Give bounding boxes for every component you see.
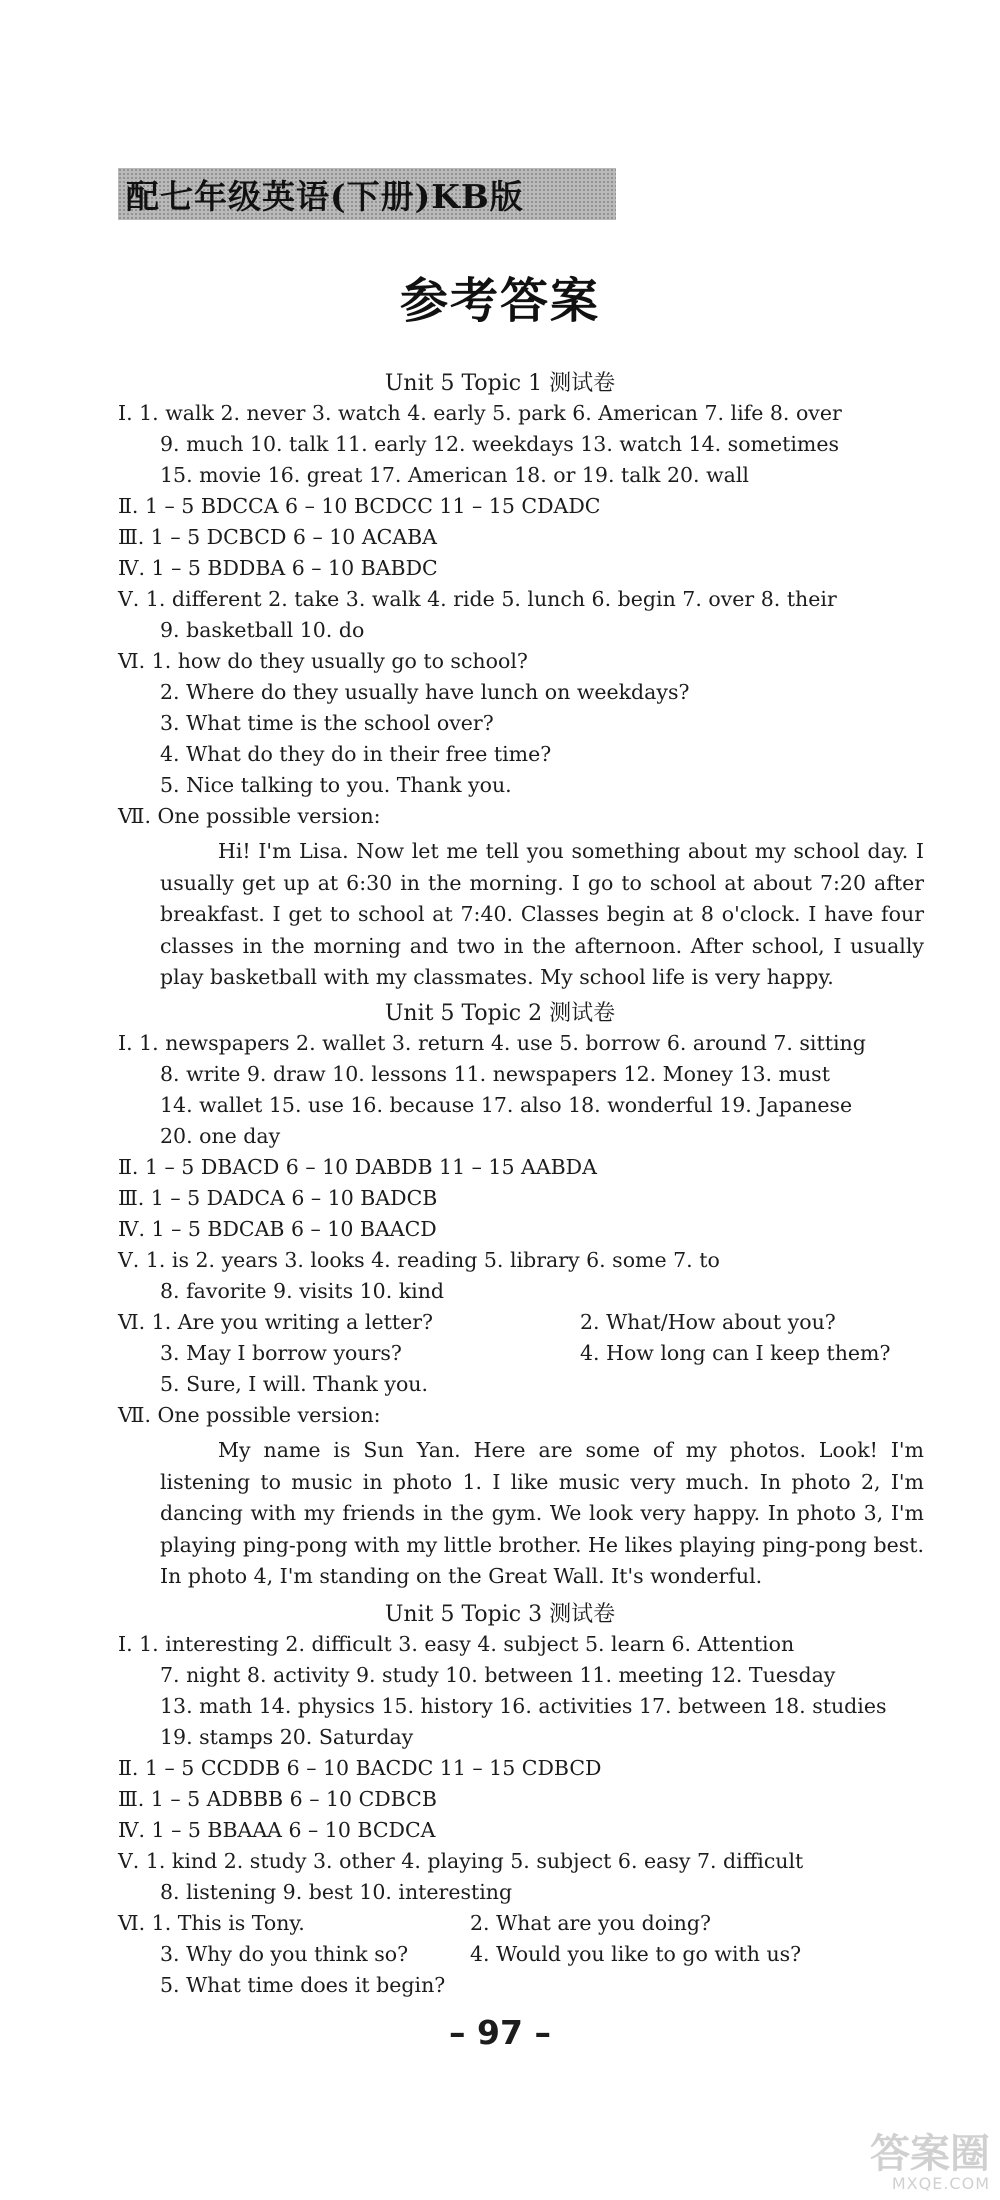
topic-3-heading: Unit 5 Topic 3 测试卷	[384, 1602, 616, 1627]
answer-line: 8. write 9. draw 10. lessons 11. newspapers 12. Money 13. must	[160, 1062, 830, 1086]
page-title: 参考答案	[399, 273, 600, 329]
essay-text: My name is Sun Yan. Here are some of my photos. Look! I'm listening to music in photo 1. I like music very much. In photo 2, I'm dancing with my friends in the gym. We look very happy. In photo 3, I'm playing ping-pong with my little brother. He likes playing ping-pong best. In photo 4, I'm standing on the Great Wall. It's wonderful.	[160, 1438, 924, 1588]
answer-line: 4. How long can I keep them?	[580, 1341, 891, 1365]
answer-line: 19. stamps 20. Saturday	[160, 1725, 414, 1749]
topic-1-heading: Unit 5 Topic 1 测试卷	[384, 371, 616, 396]
answer-line: Ⅱ. 1 – 5 BDCCA 6 – 10 BCDCC 11 – 15 CDADC	[118, 494, 601, 518]
answer-line: Ⅵ. 1. This is Tony.	[118, 1911, 305, 1935]
answer-line: 9. much 10. talk 11. early 12. weekdays 13. watch 14. sometimes	[160, 432, 839, 456]
answer-line: 9. basketball 10. do	[160, 618, 365, 642]
answer-line: 5. Sure, I will. Thank you.	[160, 1372, 429, 1396]
answer-line: 2. Where do they usually have lunch on weekdays?	[160, 680, 690, 704]
answer-line: 5. Nice talking to you. Thank you.	[160, 773, 512, 797]
essay-paragraph	[160, 1435, 924, 1593]
topic-2-heading: Unit 5 Topic 2 测试卷	[384, 1001, 616, 1026]
answer-line: 2. What/How about you?	[580, 1310, 836, 1334]
answer-line: Ⅶ. One possible version:	[118, 1403, 381, 1427]
answer-line: Ⅰ. 1. newspapers 2. wallet 3. return 4. use 5. borrow 6. around 7. sitting	[118, 1031, 866, 1055]
answer-line: 3. Why do you think so?	[160, 1942, 409, 1966]
watermark-url: MXQE.COM	[891, 2174, 990, 2193]
answer-line: 5. What time does it begin?	[160, 1973, 446, 1997]
answer-line: Ⅵ. 1. how do they usually go to school?	[118, 649, 528, 673]
answer-line: Ⅰ. 1. walk 2. never 3. watch 4. early 5. park 6. American 7. life 8. over	[118, 401, 842, 425]
answer-line: 13. math 14. physics 15. history 16. activities 17. between 18. studies	[160, 1694, 887, 1718]
answer-line: Ⅴ. 1. kind 2. study 3. other 4. playing 5. subject 6. easy 7. difficult	[118, 1849, 804, 1873]
answer-line: 15. movie 16. great 17. American 18. or 19. talk 20. wall	[160, 463, 749, 487]
answer-line: Ⅴ. 1. is 2. years 3. looks 4. reading 5. library 6. some 7. to	[118, 1248, 720, 1272]
answer-line: 2. What are you doing?	[470, 1911, 711, 1935]
answer-line: Ⅳ. 1 – 5 BDCAB 6 – 10 BAACD	[118, 1217, 437, 1241]
answer-line: 4. Would you like to go with us?	[470, 1942, 802, 1966]
answer-line: Ⅶ. One possible version:	[118, 804, 381, 828]
book-banner: 配七年级英语(下册)KB版	[118, 168, 616, 220]
answer-line: 4. What do they do in their free time?	[160, 742, 552, 766]
answer-line: 7. night 8. activity 9. study 10. between 11. meeting 12. Tuesday	[160, 1663, 836, 1687]
answer-line: Ⅰ. 1. interesting 2. difficult 3. easy 4. subject 5. learn 6. Attention	[118, 1632, 795, 1656]
answer-line: 14. wallet 15. use 16. because 17. also 18. wonderful 19. Japanese	[160, 1093, 853, 1117]
answer-line: Ⅱ. 1 – 5 DBACD 6 – 10 DABDB 11 – 15 AABDA	[118, 1155, 597, 1179]
answer-line: 8. listening 9. best 10. interesting	[160, 1880, 513, 1904]
page-number: – 97 –	[449, 2013, 551, 2052]
answer-line: Ⅴ. 1. different 2. take 3. walk 4. ride 5. lunch 6. begin 7. over 8. their	[118, 587, 837, 611]
answer-line: Ⅵ. 1. Are you writing a letter?	[118, 1310, 433, 1334]
answer-line: Ⅲ. 1 – 5 DCBCD 6 – 10 ACABA	[118, 525, 437, 549]
watermark-logo: 答案圈	[870, 2131, 990, 2177]
watermark	[770, 2131, 990, 2194]
answer-line: Ⅳ. 1 – 5 BDDBA 6 – 10 BABDC	[118, 556, 438, 580]
answer-line: Ⅲ. 1 – 5 DADCA 6 – 10 BADCB	[118, 1186, 438, 1210]
essay-paragraph	[160, 836, 924, 994]
answer-line: 8. favorite 9. visits 10. kind	[160, 1279, 445, 1303]
essay-text: Hi! I'm Lisa. Now let me tell you something about my school day. I usually get up at 6:30 in the morning. I go to school at about 7:20 after breakfast. I get to school at 7:40. Classes begin at 8 o'clock. I have four classes in the morning and two in the afternoon. After school, I usually play basketball with my classmates. My school life is very happy.	[160, 839, 924, 989]
answer-line: 3. What time is the school over?	[160, 711, 494, 735]
answer-line: 3. May I borrow yours?	[160, 1341, 402, 1365]
answer-line: Ⅲ. 1 – 5 ADBBB 6 – 10 CDBCB	[118, 1787, 437, 1811]
answer-line: Ⅳ. 1 – 5 BBAAA 6 – 10 BCDCA	[118, 1818, 436, 1842]
answer-line: Ⅱ. 1 – 5 CCDDB 6 – 10 BACDC 11 – 15 CDBCD	[118, 1756, 602, 1780]
answer-line: 20. one day	[160, 1124, 281, 1148]
